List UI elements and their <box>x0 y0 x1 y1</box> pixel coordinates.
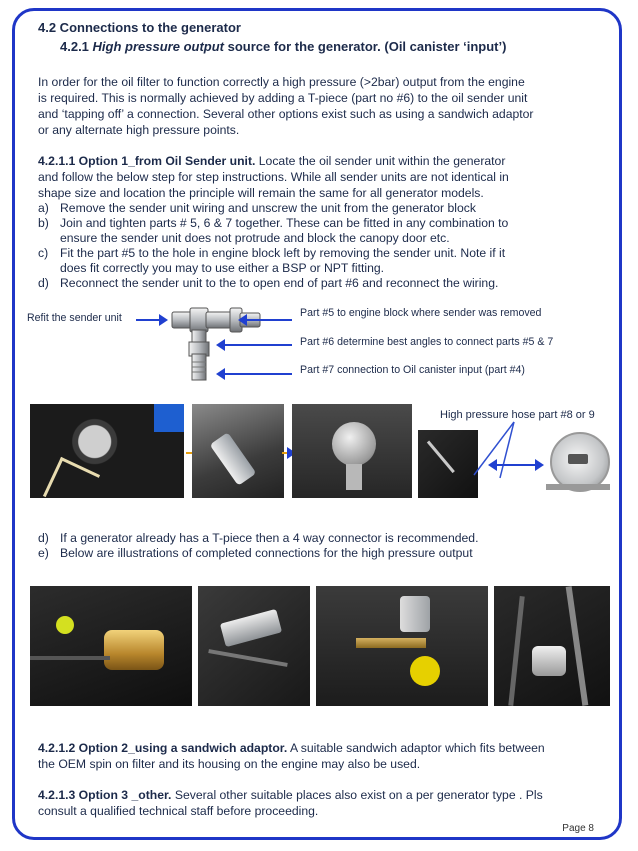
step-marker: d) <box>38 276 49 290</box>
photo-oil-canister <box>546 428 610 502</box>
photo-sender-refitted <box>292 404 412 498</box>
step-marker: d) <box>38 531 49 545</box>
step-text: Below are illustrations of completed connections for the high pressure output <box>60 546 473 560</box>
photo-connection-1 <box>30 586 192 706</box>
refit-sender-label: Refit the sender unit <box>27 312 122 324</box>
step-text: does fit correctly you may to use either a BSP or NPT fitting. <box>60 261 385 275</box>
option2-paragraph <box>38 741 545 757</box>
option2-line: the OEM spin on filter and its housing on the engine may also be used. <box>38 757 421 771</box>
photo-hose <box>418 430 478 498</box>
section-heading: 4.2 Connections to the generator <box>38 20 241 35</box>
subsection-heading <box>60 39 506 55</box>
step-text: Reconnect the sender unit to the to open end of part #6 and reconnect the wiring. <box>60 276 499 290</box>
part5-label: Part #5 to engine block where sender was removed <box>300 307 542 319</box>
step-marker: c) <box>38 246 49 260</box>
part7-label: Part #7 connection to Oil canister input (part #4) <box>300 364 525 376</box>
step-marker: b) <box>38 216 49 230</box>
arrow-right <box>136 319 166 321</box>
option1-paragraph <box>38 154 505 170</box>
subsection-title-italic: High pressure output <box>92 39 224 54</box>
callout-lines <box>470 420 520 480</box>
photo-connection-3 <box>316 586 488 706</box>
step-text: If a generator already has a T-piece then a 4 way connector is recommended. <box>60 531 479 545</box>
intro-line: is required. This is normally achieved by adding a T-piece (part no #6) to the oil sender unit <box>38 91 528 105</box>
photo-sender-unit <box>30 404 184 498</box>
hose-label: High pressure hose part #8 or 9 <box>440 409 595 421</box>
part6-label: Part #6 determine best angles to connect parts #5 & 7 <box>300 336 554 348</box>
subsection-number: 4.2.1 <box>60 39 89 54</box>
photo-connection-2 <box>198 586 310 706</box>
page-number: Page 8 <box>562 823 594 834</box>
step-marker: a) <box>38 201 49 215</box>
arrow-left <box>218 373 292 375</box>
photo-connection-4 <box>494 586 610 706</box>
double-arrow <box>490 464 542 466</box>
option1-line: shape size and location the principle will remain the same for all generator models. <box>38 186 484 200</box>
option2-title: 4.2.1.2 Option 2_using a sandwich adaptor. <box>38 741 288 755</box>
option3-text: Several other suitable places also exist on a per generator type . Pls <box>171 788 543 802</box>
intro-line: and ‘tapping off’ a connection. Several other options exist such as using a sandwich adaptor <box>38 107 534 121</box>
photo-tpiece-installed <box>192 404 284 498</box>
option1-title: 4.2.1.1 Option 1_from Oil Sender unit. <box>38 154 256 168</box>
option2-text: A suitable sandwich adaptor which fits between <box>287 741 545 755</box>
arrow-left <box>218 344 292 346</box>
intro-line: or any alternate high pressure points. <box>38 123 240 137</box>
step-text: Remove the sender unit wiring and unscrew the unit from the generator block <box>60 201 476 215</box>
intro-line: In order for the oil filter to function correctly a high pressure (>2bar) output from the engine <box>38 75 525 89</box>
arrow-left <box>240 319 292 321</box>
option3-title: 4.2.1.3 Option 3 _other. <box>38 788 172 802</box>
step-text: Join and tighten parts # 5, 6 & 7 together. These can be fitted in any combination to <box>60 216 509 230</box>
option1-text: Locate the oil sender unit within the generator <box>255 154 506 168</box>
option3-line: consult a qualified technical staff before proceeding. <box>38 804 319 818</box>
step-marker: e) <box>38 546 49 560</box>
step-text: Fit the part #5 to the hole in engine block left by removing the sender unit. Note if it <box>60 246 506 260</box>
step-text: ensure the sender unit does not protrude and block the canopy door etc. <box>60 231 450 245</box>
option1-line: and follow the below step for step instructions. While all sender units are not identical in <box>38 170 509 184</box>
subsection-title-rest: source for the generator. (Oil canister ‘input’) <box>224 39 507 54</box>
option3-paragraph <box>38 788 543 804</box>
